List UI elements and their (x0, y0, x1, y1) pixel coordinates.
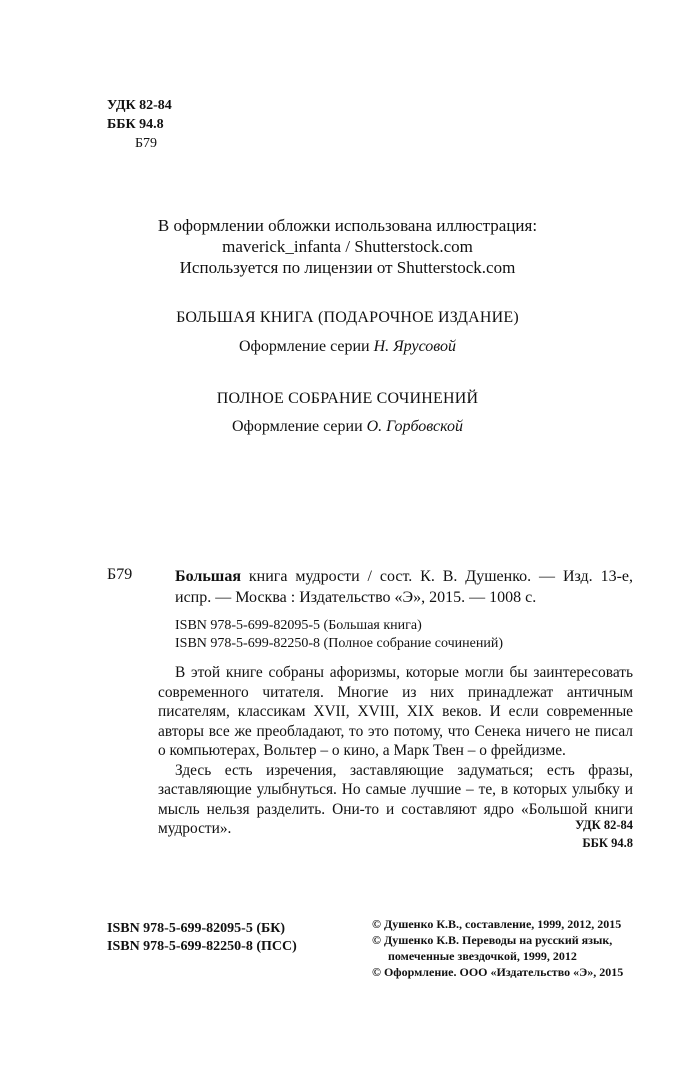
classification-codes-right (575, 816, 633, 852)
cover-credit-line: maverick_infanta / Shutterstock.com (222, 237, 473, 256)
bbk-code: ББК 94.8 (582, 836, 633, 850)
isbn-list (175, 617, 503, 653)
annotation-paragraph: Здесь есть изречения, заставляющие задуматься; есть фразы, заставляющие улыбнуться. Но самые лучшие – те, в которых улыбку и мысль нельзя разделить. Они-то и составляют ядро «Большой книги мудрости». (158, 761, 633, 837)
copyright-line: © Душенко К.В. Переводы на русский язык, (372, 933, 613, 947)
isbn-line: ISBN 978-5-699-82095-5 (БК) (107, 921, 286, 936)
isbn-line: ISBN 978-5-699-82250-8 (Полное собрание сочинений) (175, 636, 503, 651)
isbn-line: ISBN 978-5-699-82250-8 (ПСС) (107, 939, 297, 954)
bibliographic-description: книга мудрости / сост. К. В. Душенко. — Изд. 13-е, испр. — Москва : Издательство «Э», 2015. — 1008 с. (175, 568, 633, 606)
series-design-credit (0, 338, 695, 356)
copyright-line: © Оформление. ООО «Издательство «Э», 2015 (372, 965, 624, 979)
cover-credits (0, 215, 695, 278)
copyright-notice (372, 916, 623, 980)
bbk-code: ББК 94.8 (107, 117, 164, 132)
isbn-line: ISBN 978-5-699-82095-5 (Большая книга) (175, 618, 422, 633)
series-designer-name: Н. Ярусовой (373, 338, 457, 355)
annotation-paragraph: В этой книге собраны афоризмы, которые могли бы заинтересовать современного читателя. Многие из них принадлежат античным писателям, классикам XVII, XVIII, XIX веков. И если современные авторы все же преобладают, то это потому, что Сенека ничего не писал о компьютерах, Вольтер – о кино, а Марк Твен – о фрейдизме. (158, 664, 633, 759)
bibliographic-title-bold: Большая (175, 568, 241, 585)
author-mark: Б79 (135, 136, 158, 151)
bibliographic-mark: Б79 (107, 566, 133, 583)
series-title-big-book: БОЛЬШАЯ КНИГА (ПОДАРОЧНОЕ ИЗДАНИЕ) (176, 309, 519, 326)
bibliographic-record (175, 566, 633, 608)
annotation (158, 663, 633, 839)
series-title-collected-works: ПОЛНОЕ СОБРАНИЕ СОЧИНЕНИЙ (216, 390, 479, 407)
series-designer-name: О. Горбовской (366, 418, 463, 435)
cover-credit-line: Используется по лицензии от Shutterstock.com (179, 258, 516, 277)
copyright-line: помеченные звездочкой, 1999, 2012 (388, 949, 577, 963)
copyright-line: © Душенко К.В., составление, 1999, 2012, 2015 (372, 917, 622, 931)
cover-credit-line: В оформлении обложки использована иллюстрация: (157, 216, 538, 235)
series-design-prefix: Оформление серии (238, 338, 374, 355)
series-design-prefix: Оформление серии (231, 418, 367, 435)
udk-code: УДК 82-84 (575, 818, 633, 832)
isbn-bottom (107, 920, 297, 956)
classification-codes (107, 96, 172, 153)
series-design-credit (0, 418, 695, 436)
udk-code: УДК 82-84 (107, 98, 172, 113)
